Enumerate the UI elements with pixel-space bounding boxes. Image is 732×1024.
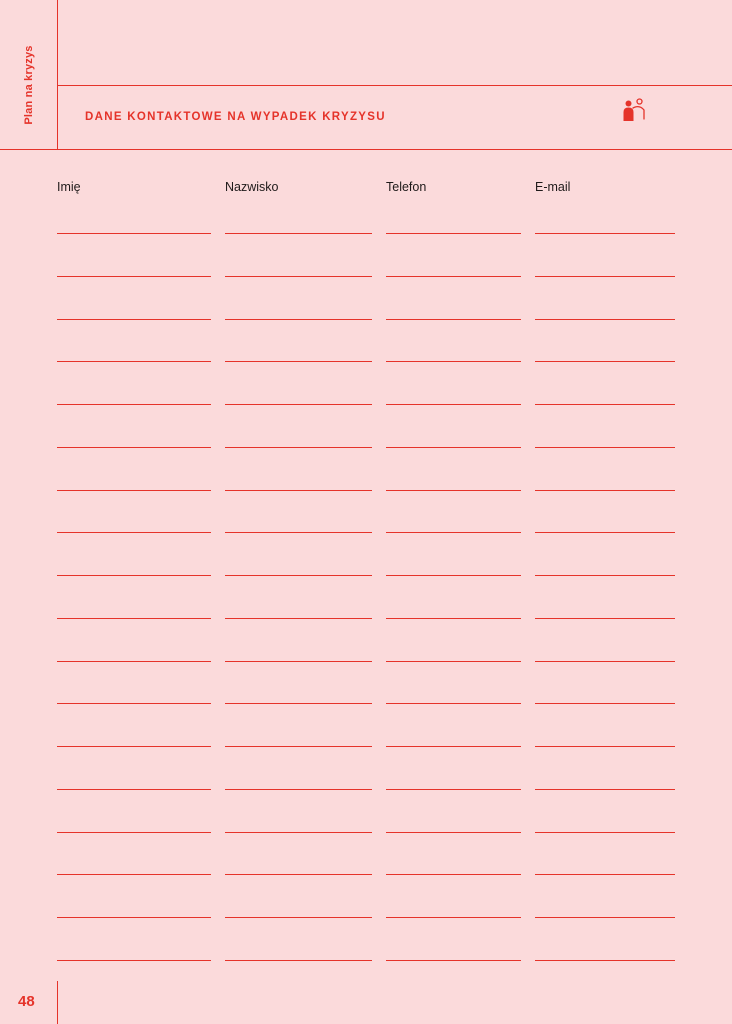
field-line-last-name[interactable] (225, 404, 372, 405)
field-line-email[interactable] (535, 404, 675, 405)
field-line-last-name[interactable] (225, 789, 372, 790)
field-line-first-name[interactable] (57, 703, 211, 704)
field-line-first-name[interactable] (57, 276, 211, 277)
field-line-last-name[interactable] (225, 832, 372, 833)
field-line-last-name[interactable] (225, 532, 372, 533)
field-line-last-name[interactable] (225, 746, 372, 747)
field-line-phone[interactable] (386, 276, 521, 277)
column-header-last-name: Nazwisko (225, 180, 279, 194)
field-line-phone[interactable] (386, 703, 521, 704)
field-line-first-name[interactable] (57, 832, 211, 833)
field-line-first-name[interactable] (57, 917, 211, 918)
section-tab-label: Plan na kryzys (23, 45, 35, 125)
field-line-first-name[interactable] (57, 361, 211, 362)
field-line-email[interactable] (535, 361, 675, 362)
margin-rule-bottom (57, 981, 58, 1024)
column-header-first-name: Imię (57, 180, 81, 194)
field-line-last-name[interactable] (225, 233, 372, 234)
field-line-last-name[interactable] (225, 618, 372, 619)
field-line-email[interactable] (535, 490, 675, 491)
header-rule-bottom (0, 149, 732, 150)
field-line-first-name[interactable] (57, 960, 211, 961)
field-line-phone[interactable] (386, 361, 521, 362)
field-line-last-name[interactable] (225, 661, 372, 662)
field-line-phone[interactable] (386, 532, 521, 533)
field-line-last-name[interactable] (225, 490, 372, 491)
field-line-last-name[interactable] (225, 960, 372, 961)
field-line-email[interactable] (535, 276, 675, 277)
field-line-phone[interactable] (386, 746, 521, 747)
column-header-email: E-mail (535, 180, 571, 194)
field-line-email[interactable] (535, 917, 675, 918)
field-line-email[interactable] (535, 618, 675, 619)
field-line-last-name[interactable] (225, 874, 372, 875)
field-line-first-name[interactable] (57, 532, 211, 533)
field-line-phone[interactable] (386, 233, 521, 234)
field-line-first-name[interactable] (57, 575, 211, 576)
margin-rule-top (57, 0, 58, 149)
field-line-first-name[interactable] (57, 746, 211, 747)
field-line-last-name[interactable] (225, 276, 372, 277)
field-line-last-name[interactable] (225, 447, 372, 448)
field-line-phone[interactable] (386, 490, 521, 491)
field-line-email[interactable] (535, 746, 675, 747)
field-line-email[interactable] (535, 874, 675, 875)
field-line-phone[interactable] (386, 789, 521, 790)
field-line-phone[interactable] (386, 319, 521, 320)
field-line-email[interactable] (535, 319, 675, 320)
field-line-last-name[interactable] (225, 917, 372, 918)
field-line-phone[interactable] (386, 832, 521, 833)
field-line-first-name[interactable] (57, 661, 211, 662)
column-header-phone: Telefon (386, 180, 427, 194)
field-line-first-name[interactable] (57, 233, 211, 234)
field-line-email[interactable] (535, 703, 675, 704)
field-line-phone[interactable] (386, 447, 521, 448)
field-line-first-name[interactable] (57, 618, 211, 619)
field-line-email[interactable] (535, 960, 675, 961)
field-line-email[interactable] (535, 661, 675, 662)
field-line-email[interactable] (535, 832, 675, 833)
field-line-phone[interactable] (386, 960, 521, 961)
people-contact-icon (622, 97, 648, 123)
field-line-email[interactable] (535, 447, 675, 448)
field-line-first-name[interactable] (57, 874, 211, 875)
field-line-phone[interactable] (386, 618, 521, 619)
field-line-email[interactable] (535, 789, 675, 790)
field-line-last-name[interactable] (225, 361, 372, 362)
field-line-phone[interactable] (386, 917, 521, 918)
header-rule-top (57, 85, 732, 86)
field-line-email[interactable] (535, 575, 675, 576)
field-line-last-name[interactable] (225, 319, 372, 320)
field-line-first-name[interactable] (57, 789, 211, 790)
field-line-last-name[interactable] (225, 575, 372, 576)
field-line-first-name[interactable] (57, 447, 211, 448)
page-number: 48 (18, 993, 35, 1010)
field-line-first-name[interactable] (57, 319, 211, 320)
field-line-phone[interactable] (386, 575, 521, 576)
field-line-first-name[interactable] (57, 404, 211, 405)
field-line-email[interactable] (535, 532, 675, 533)
field-line-phone[interactable] (386, 874, 521, 875)
section-title: DANE KONTAKTOWE NA WYPADEK KRYZYSU (85, 111, 386, 123)
field-line-last-name[interactable] (225, 703, 372, 704)
field-line-first-name[interactable] (57, 490, 211, 491)
field-line-phone[interactable] (386, 661, 521, 662)
field-line-phone[interactable] (386, 404, 521, 405)
field-line-email[interactable] (535, 233, 675, 234)
